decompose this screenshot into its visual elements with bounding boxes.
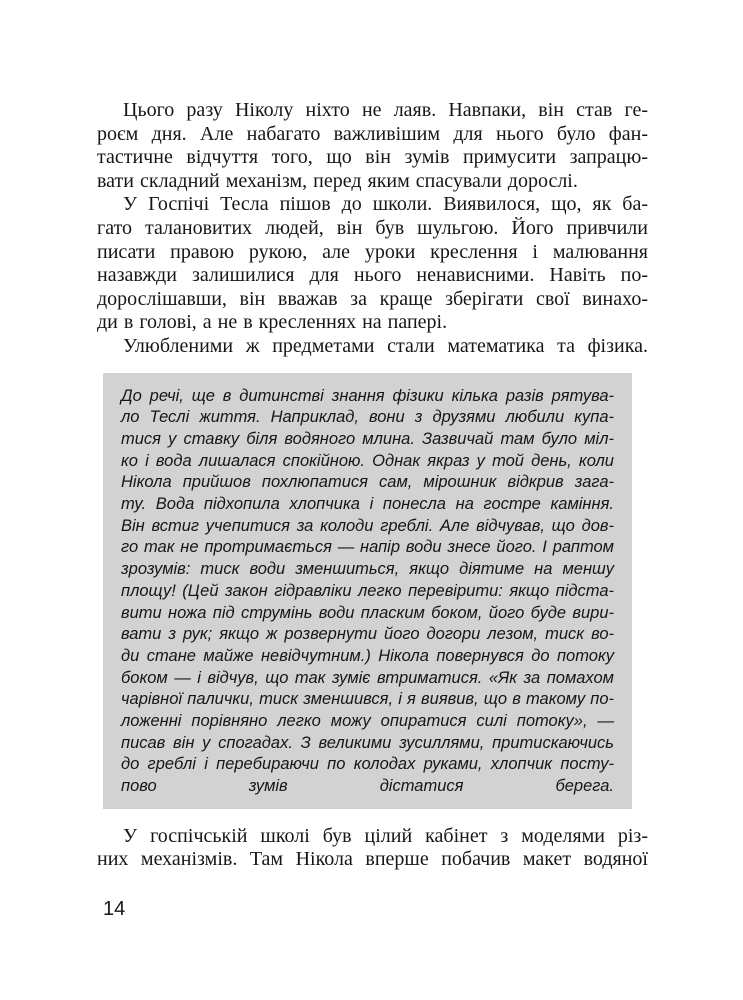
paragraph <box>97 825 648 872</box>
text-line: вати з рук; якщо ж розвернути його догори лезом, тиск во- <box>121 625 614 644</box>
text-line: гато талановитих людей, він був шульгою. Його привчили <box>97 216 648 239</box>
paragraph <box>121 386 614 798</box>
paragraph <box>97 193 648 335</box>
page-number: 14 <box>103 898 126 920</box>
text-line: них механізмів. Там Нікола вперше побачив макет водяної <box>97 848 648 871</box>
paragraph <box>97 335 648 359</box>
text-line: чарівної палички, тиск зменшився, і я виявив, що в такому по- <box>121 690 614 709</box>
text-line: вати складний механізм, перед яким спасували дорослі. <box>97 169 578 192</box>
text-line: роєм дня. Але набагато важливішим для нього було фан- <box>97 122 648 145</box>
text-line: боком — і відчув, що так зуміє втриматися. «Як за помахом <box>121 668 614 687</box>
text-line: до греблі і перебираючи по колодах руками, хлопчик посту- <box>121 755 614 774</box>
text-line: У Госпічі Тесла пішов до школи. Виявилося, що, як ба- <box>123 193 648 216</box>
text-line: У госпічській школі був цілий кабінет з моделями різ- <box>123 824 648 847</box>
text-line: Нікола прийшов похлюпатися сам, мірошник відкрив зага- <box>121 473 614 492</box>
text-line: Цього разу Ніколу ніхто не лаяв. Навпаки, він став ге- <box>123 99 648 121</box>
text-line: дорослішавши, він вважав за краще зберігати свої винахо- <box>97 287 648 310</box>
text-line: вити ножа під струмінь води пласким боком, його буде вири- <box>121 603 614 622</box>
text-line: ко і вода лишалася спокійною. Однак якраз у той день, коли <box>121 451 614 470</box>
text-line: Він встиг учепитися за колоди греблі. Але відчував, що дов- <box>121 516 614 535</box>
text-line: писав він у спогадах. З великими зусиллями, притискаючись <box>121 733 614 752</box>
after-callout-paragraphs <box>97 825 648 872</box>
text-line: площу! (Цей закон гідравліки легко перевірити: якщо підста- <box>121 581 614 600</box>
text-line: ди стане майже невідчутним.) Нікола повернувся до потоку <box>121 646 614 665</box>
callout-box <box>103 373 632 809</box>
main-paragraphs <box>97 99 648 359</box>
page-content <box>97 99 648 872</box>
text-line: ло Теслі життя. Наприклад, вони з друзями любили купа- <box>121 408 614 427</box>
text-line: До речі, ще в дитинстві знання фізики кілька разів рятува- <box>121 386 614 405</box>
text-line: ту. Вода підхопила хлопчика і понесла на гостре каміння. <box>121 495 614 514</box>
text-line: ложенні порівняно легко можу опиратися силі потоку», — <box>121 712 614 731</box>
text-line: ди в голові, а не в кресленнях на папері. <box>97 311 448 334</box>
text-line: писати правою рукою, але уроки креслення і малювання <box>97 240 648 263</box>
text-line: тастичне відчуття того, що він зумів примусити запрацю- <box>97 146 648 169</box>
text-line: го так не протримається — напір води знесе його. І раптом <box>121 538 614 557</box>
text-line: Улюбленими ж предметами стали математика та фізика. <box>123 334 648 357</box>
text-line: тися у ставку біля водяного млина. Зазвичай там було міл- <box>121 429 614 448</box>
text-line: назавжди залишилися для нього ненависними. Навіть по- <box>97 264 648 287</box>
text-line: зрозумів: тиск води зменшиться, якщо діятиме на меншу <box>121 560 614 579</box>
paragraph <box>97 99 648 193</box>
text-line: пово зумів дістатися берега. <box>121 777 614 796</box>
callout-paragraphs <box>121 386 614 798</box>
